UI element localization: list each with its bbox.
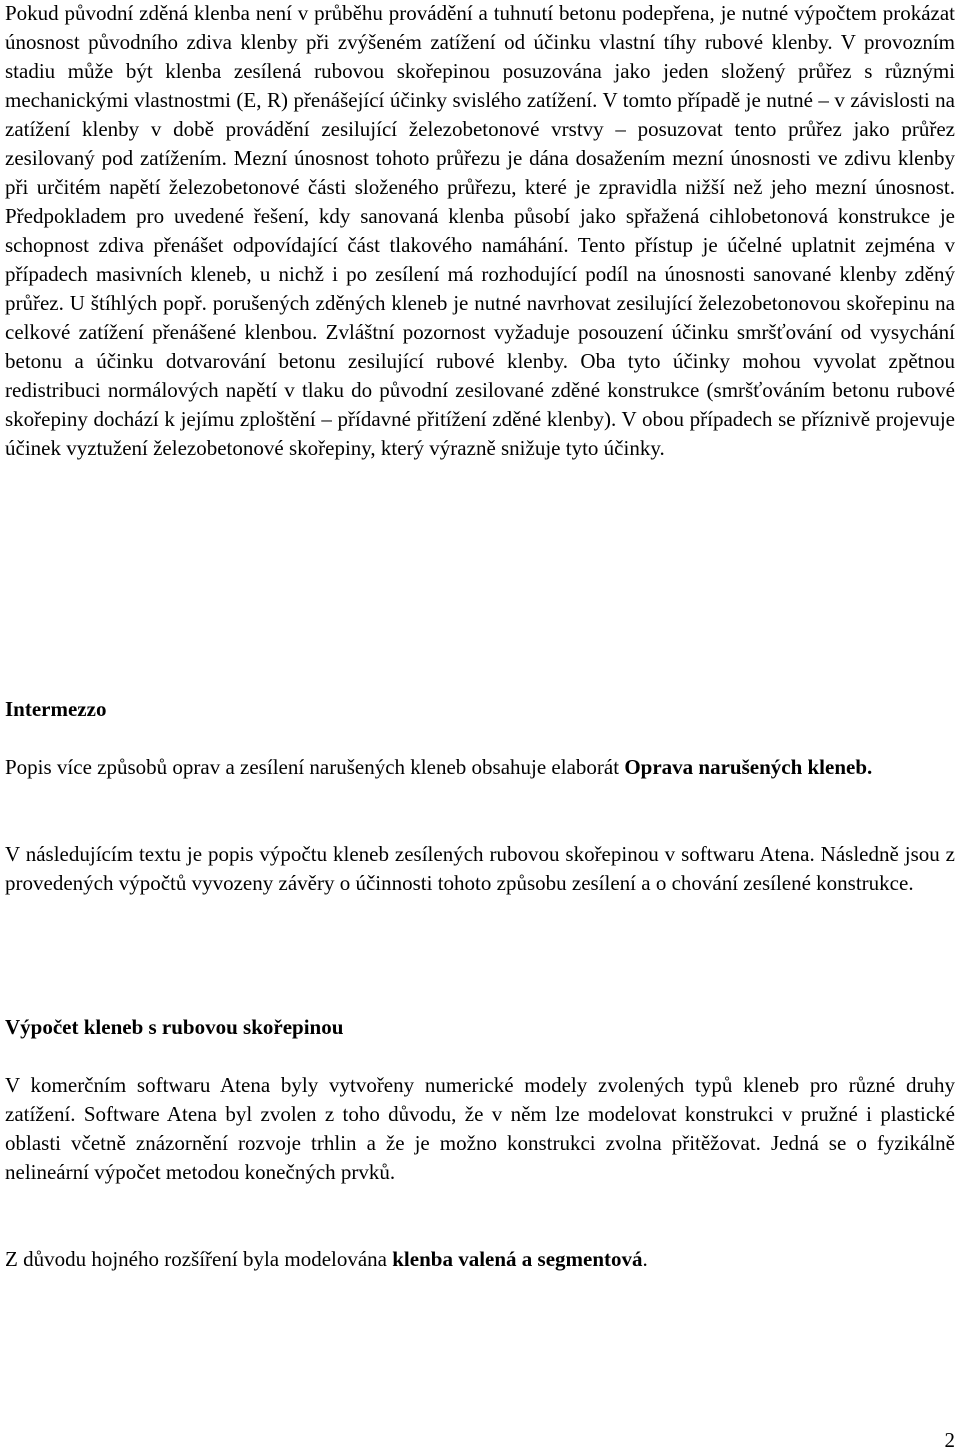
paragraph-nasledujici: V následujícím textu je popis výpočtu kleneb zesílených rubovou skořepinou v softwaru Atena. Následně jsou z provedených výpočtů vyvozeny závěry o účinnosti tohoto způsobu zesílení a o chování zesílené konstrukce. [5,842,955,895]
zduvodu-bold: klenba valená a segmentová [392,1247,643,1271]
paragraph-z-duvodu [5,1245,955,1274]
paragraph-popis [5,753,955,782]
zduvodu-end: . [642,1247,648,1271]
zduvodu-text: Z důvodu hojného rozšíření byla modelována [5,1247,393,1271]
popis-bold-title: Oprava narušených kleneb. [624,755,873,779]
page-number: 2 [944,1428,955,1452]
heading-intermezzo: Intermezzo [5,697,107,721]
paragraph-komercni: V komerčním softwaru Atena byly vytvořeny numerické modely zvolených typů kleneb pro různé druhy zatížení. Software Atena byl zvolen z toho důvodu, že v něm lze modelovat konstrukci v pružné i plastické oblasti včetně znázornění rozvoje trhlin a že je možno konstrukci zvolna přitěžovat. Jedná se o fyzikálně nelineární výpočet metodou konečných prvků. [5,1073,955,1184]
popis-text: Popis více způsobů oprav a zesílení narušených kleneb obsahuje elaborát [5,755,625,779]
paragraph-intro: Pokud původní zděná klenba není v průběhu provádění a tuhnutí betonu podepřena, je nutné výpočtem prokázat únosnost původního zdiva klenby při zvýšeném zatížení od účinku vlastní tíhy rubové klenby. V provozním stadiu může být klenba zesílená rubovou skořepinou posuzována jako jeden složený průřez s různými mechanickými vlastnostmi (E, R) přenášející účinky svislého zatížení. V tomto případě je nutné – v závislosti na zatížení klenby v době provádění zesilující železobetonové vrstvy – posuzovat tento průřez jako průřez zesilovaný pod zatížením. Mezní únosnost tohoto průřezu je dána dosažením mezní únosnosti ve zdivu klenby při určitém napětí železobetonové části složeného průřezu, které je zpravidla nižší než jeho mezní únosnost. Předpokladem pro uvedené řešení, kdy sanovaná klenba působí jako spřažená cihlobetonová konstrukce je schopnost zdiva přenášet odpovídající část tlakového namáhání. Tento přístup je účelné uplatnit zejména v případech masivních kleneb, u nichž i po zesílení má rozhodující podíl na únosnosti sanované klenby zděný průřez. U štíhlých popř. porušených zděných kleneb je nutné navrhovat zesilující železobetonovou skořepinu na celkové zatížení přenášené klenbou. Zvláštní pozornost vyžaduje posouzení účinku smršťování od vysychání betonu a účinku dotvarování betonu zesilující rubové klenby. Oba tyto účinky mohou vyvolat zpětnou redistribuci normálových napětí v tlaku do původní zesilované zděné konstrukce (smršťováním betonu rubové skořepiny dochází k jejímu zploštění – přídavné přitížení zděné klenby). V obou případech se příznivě projevuje účinek vyztužení železobetonové skořepiny, který výrazně snižuje tyto účinky. [5,1,955,460]
heading-vypocet: Výpočet kleneb s rubovou skořepinou [5,1015,344,1039]
